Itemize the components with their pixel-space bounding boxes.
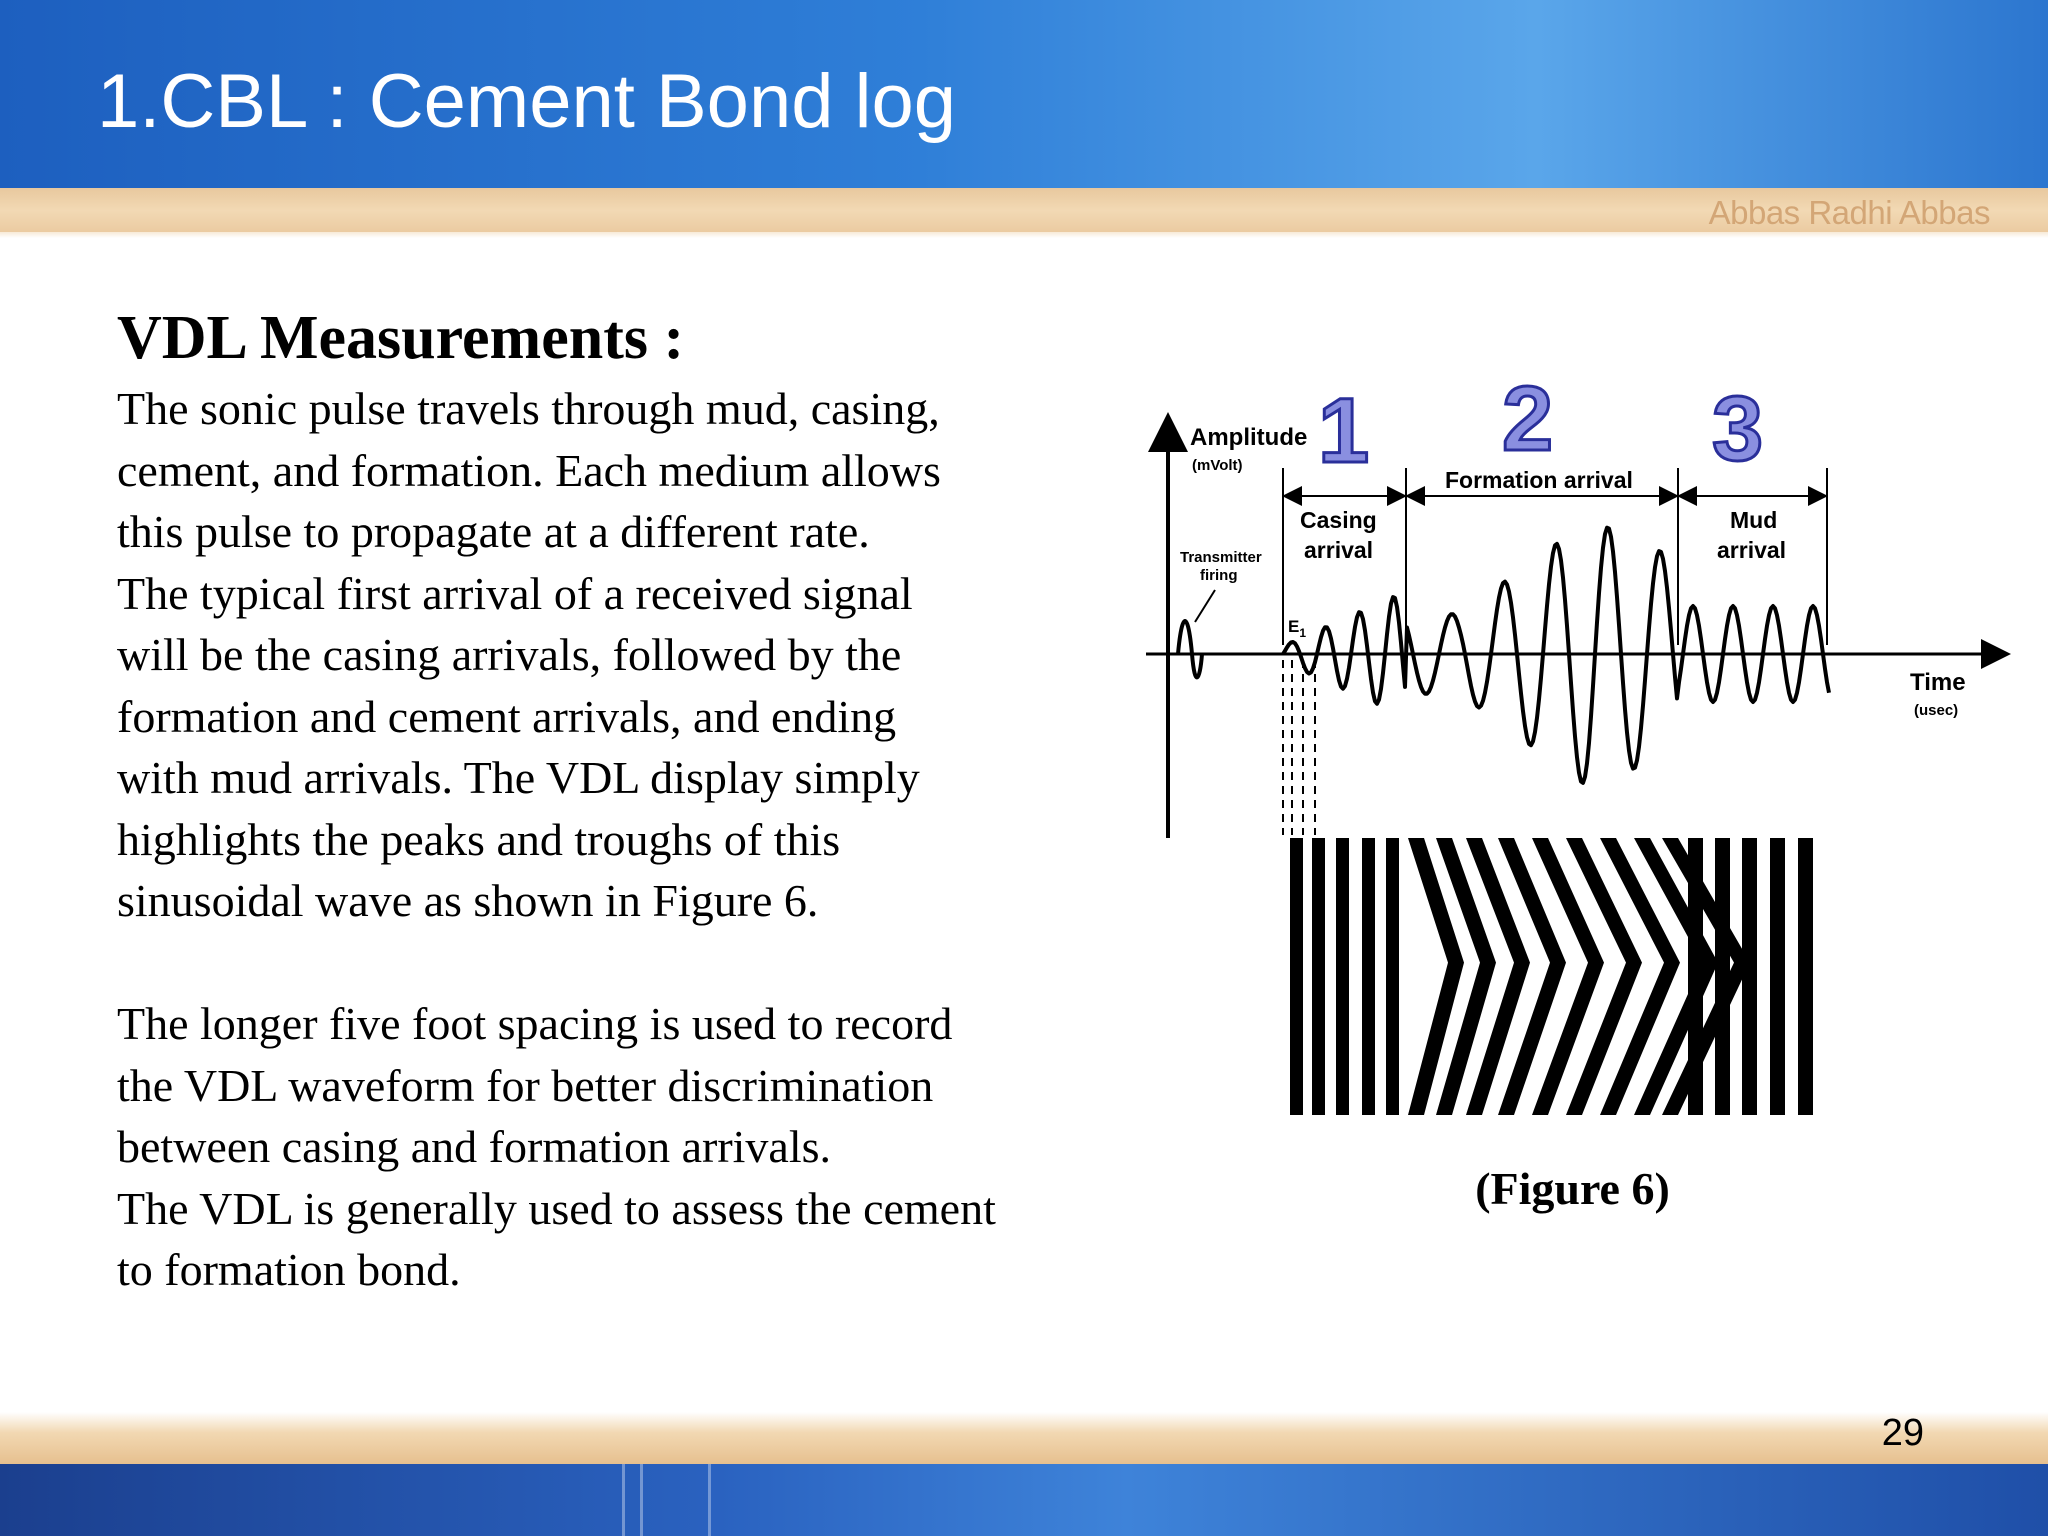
waveform-figure	[1140, 360, 2020, 1140]
body-line: cement, and formation. Each medium allows	[117, 444, 941, 496]
vdl-stripe	[1688, 838, 1703, 1115]
paragraph-spacer	[117, 932, 1117, 994]
vdl-stripe	[1386, 838, 1399, 1115]
footer-band	[0, 1464, 2048, 1536]
vdl-stripe	[1290, 838, 1303, 1115]
casing-label: arrival	[1304, 537, 1374, 563]
vdl-stripe	[1742, 838, 1757, 1115]
body-line: The sonic pulse travels through mud, casing,	[117, 383, 940, 434]
vdl-stripe	[1362, 838, 1375, 1115]
body-line: The VDL is generally used to assess the cement	[117, 1182, 996, 1234]
casing-label: Casing	[1300, 507, 1377, 533]
footer-accent-stripe	[0, 1412, 2048, 1464]
body-line: The typical first arrival of a received signal	[117, 567, 913, 619]
body-line: The longer five foot spacing is used to record	[117, 998, 953, 1049]
e1-label: $E_1$	[1288, 617, 1307, 640]
vdl-stripe	[1798, 838, 1813, 1115]
transmitter-label: firing	[1200, 567, 1238, 584]
marker-mud: 3	[1712, 378, 1764, 480]
body-line: between casing and formation arrivals.	[117, 1121, 832, 1172]
y-axis-unit: (mVolt)	[1192, 457, 1243, 474]
vdl-stripe	[1770, 838, 1785, 1115]
body-line: this pulse to propagate at a different rate.	[117, 506, 870, 557]
body-line: will be the casing arrivals, followed by the	[117, 629, 902, 680]
vdl-stripe	[1715, 838, 1730, 1115]
body-line: with mud arrivals. The VDL display simply	[117, 752, 920, 803]
author-watermark: Abbas Radhi Abbas	[1708, 194, 1990, 231]
transmitter-pulse	[1178, 621, 1202, 677]
y-axis-label: Amplitude	[1190, 424, 1308, 451]
body-line: to formation bond.	[117, 1244, 461, 1295]
vdl-stripe	[1312, 838, 1325, 1115]
vdl-display	[1268, 835, 1828, 1117]
x-axis-unit: (usec)	[1914, 702, 1959, 719]
text-block	[117, 302, 1117, 1301]
figure-caption: (Figure 6)	[1475, 1163, 1670, 1214]
body-line: sinusoidal wave as shown in Figure 6.	[117, 875, 819, 926]
formation-label: Formation arrival	[1445, 467, 1633, 493]
body-line: highlights the peaks and troughs of this	[117, 813, 841, 865]
slide-title: 1.CBL : Cement Bond log	[97, 59, 957, 144]
marker-formation: 2	[1502, 368, 1554, 470]
transmitter-pointer	[1195, 590, 1215, 622]
transmitter-label: Transmitter	[1180, 549, 1262, 566]
mud-label: Mud	[1730, 507, 1778, 533]
body-line: the VDL waveform for better discrimination	[117, 1059, 934, 1111]
marker-casing: 1	[1318, 380, 1370, 482]
mud-label: arrival	[1717, 537, 1787, 563]
page-number: 29	[1881, 1412, 1924, 1454]
x-axis-label: Time	[1910, 669, 1966, 696]
section-heading: VDL Measurements :	[117, 304, 685, 372]
vdl-stripe	[1336, 838, 1349, 1115]
body-line: formation and cement arrivals, and ending	[117, 690, 897, 742]
